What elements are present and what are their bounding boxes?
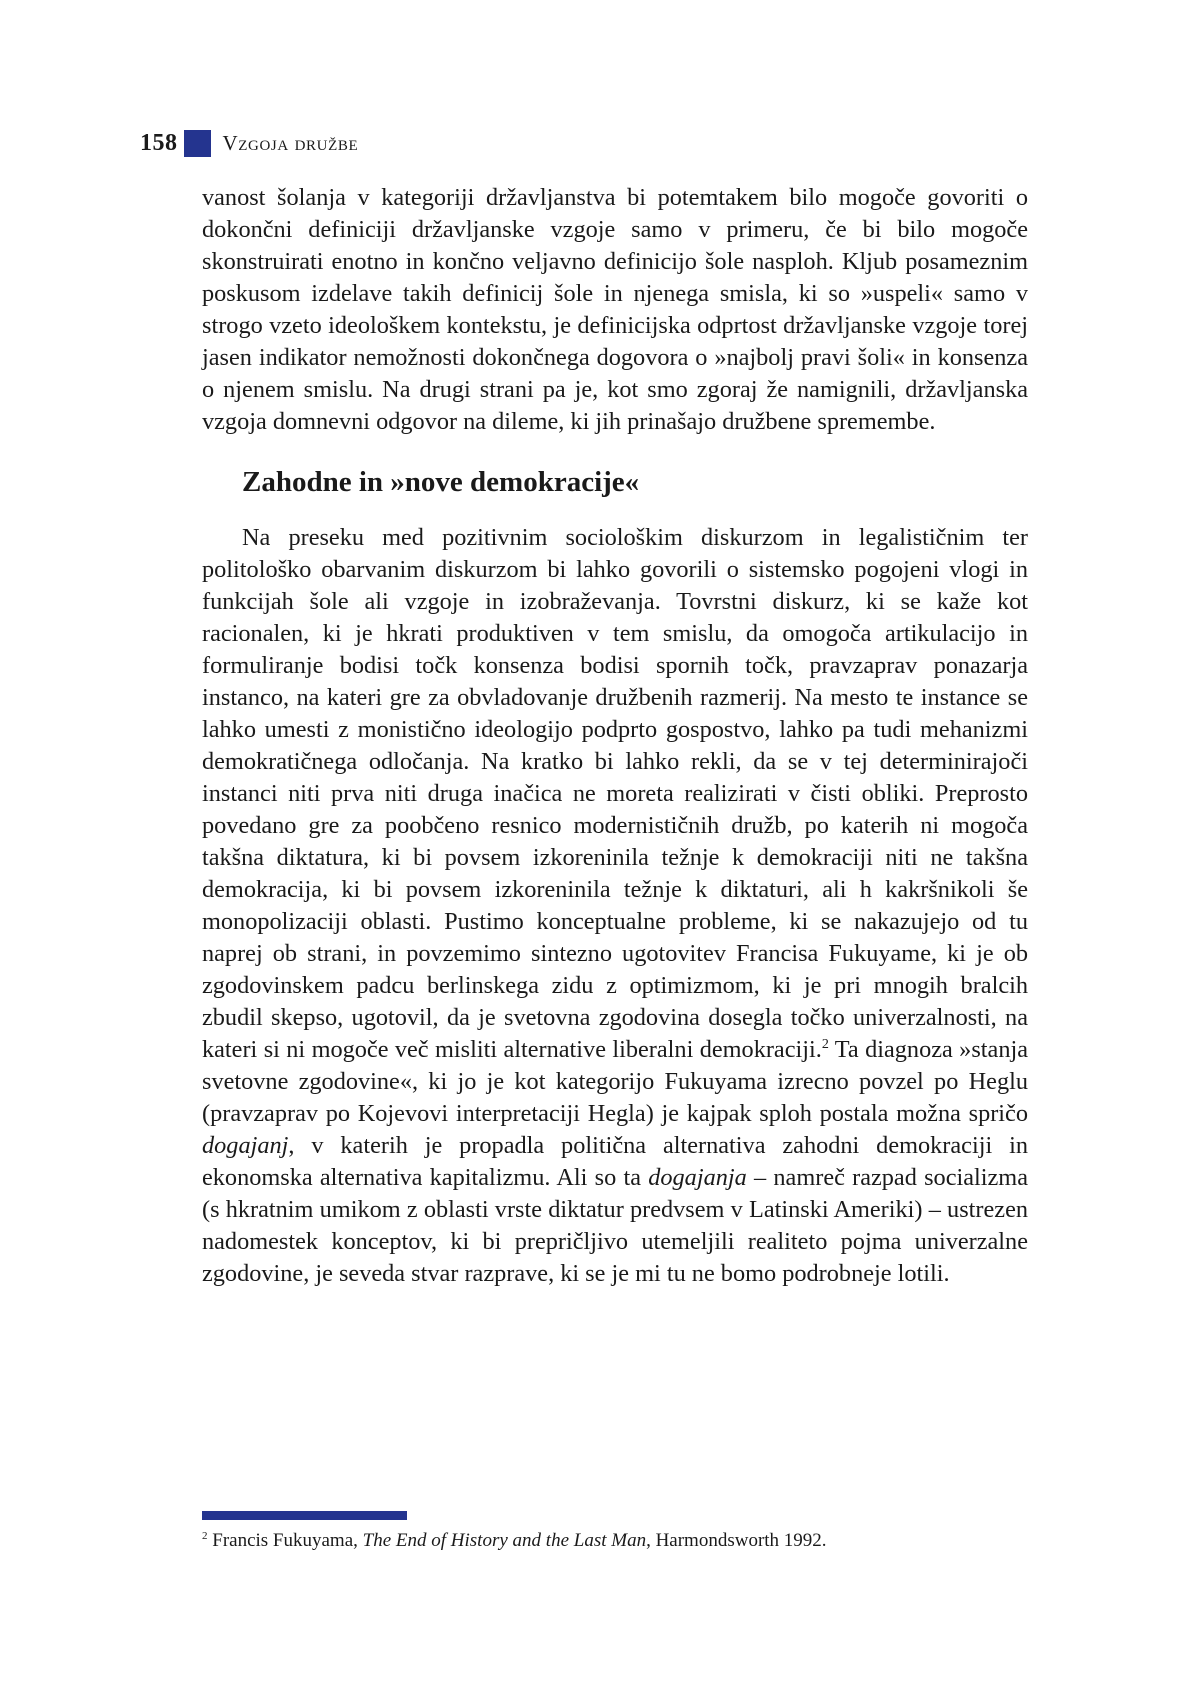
paragraph-continued: vanost šolanja v kategoriji državljanstva bi potemtakem bilo mogoče govoriti o dokončni definiciji državljanske vzgoje samo v primeru, če bi bilo mogoče skonstruirati enotno in končno veljavno definicijo šole nasploh. Kljub posameznim poskusom izdelave takih definicij šole in njenega smisla, ki so »uspeli« samo v strogo vzeto ideološkem kontekstu, je definicijska odprtost državljanske vzgoje torej jasen indikator nemožnosti dokončnega dogovora o »najbolj pravi šoli« in konsenza o njenem smislu. Na drugi strani pa je, kot smo zgoraj že namignili, državljanska vzgoja domnevni odgovor na dileme, ki jih prinašajo družbene spremembe.: [202, 184, 1028, 435]
italic-term: dogajanj: [202, 1132, 289, 1159]
italic-term: dogajanja: [648, 1164, 747, 1191]
header-square-marker: [184, 130, 211, 157]
paragraph-text: – namreč razpad socializma (s hkratnim umikom z oblasti vrste diktatur predvsem v Latinski Ameriki) – ustrezen nadomestek konceptov, ki bi prepričljivo utemeljili realiteto pojma univerzalne zgodovine, je seveda stvar razprave, ki se je mi tu ne bomo podrobneje lotili.: [202, 1164, 1028, 1287]
footnote-details: , Harmondsworth 1992.: [646, 1530, 827, 1551]
paragraph-main: [202, 522, 1028, 1290]
page-header: [140, 128, 358, 158]
paragraph-text: , v katerih je propadla politična alternativa zahodni demokraciji in ekonomska alternativa kapitalizmu. Ali so ta: [202, 1132, 1028, 1191]
paragraph-text: Na preseku med pozitivnim sociološkim diskurzom in legalističnim ter politološko obarvanim diskurzom bi lahko govorili o sistemsko pogojeni vlogi in funkcijah šole ali vzgoje in izobraževanja. Tovrstni diskurz, ki se kaže kot racionalen, ki je hkrati produktiven v tem smislu, da omogoča artikulacijo in formuliranje bodisi točk konsenza bodisi spornih točk, pravzaprav ponazarja instanco, na kateri gre za obvladovanje družbenih razmerij. Na mesto te instance se lahko umesti z monistično ideologijo podprto gospostvo, lahko pa tudi mehanizmi demokratičnega odločanja. Na kratko bi lahko rekli, da se v tej determinirajoči instanci niti prva niti druga inačica ne moreta realizirati v čisti obliki. Preprosto povedano gre za poobčeno resnico modernističnih družb, po katerih ni mogoča takšna diktatura, ki bi povsem izkoreninila težnje k demokraciji niti ne takšna demokracija, ki bi povsem izkoreninila težnje k diktaturi, ali h kakršnikoli še monopolizaciji oblasti. Pustimo konceptualne probleme, ki se nakazujejo od tu naprej ob strani, in povzemimo sintezno ugotovitev Francisa Fukuyame, ki je ob zgodovinskem padcu berlinskega zidu z optimizmom, ki je pri mnogih bralcih zbudil skepso, ugotovil, da je svetovna zgodovina dosegla točko univerzalnosti, na kateri si ni mogoče več misliti alternative liberalni demokraciji.: [202, 524, 1028, 1063]
running-title: Vzgoja družbe: [222, 131, 359, 155]
footnote-reference[interactable]: 2: [821, 1037, 829, 1052]
footnote-author: Francis Fukuyama,: [212, 1530, 363, 1551]
footnote-separator: [202, 1511, 407, 1520]
paragraph-text: Ta diagnoza »stanja svetovne zgodovine«, ki jo je kot kategorijo Fukuyama izrecno povzel po Heglu (pravzaprav po Kojevovi interpretaciji Hegla) je kajpak sploh postala možna spričo: [202, 1036, 1029, 1127]
section-heading: Zahodne in »nove demokracije«: [242, 466, 640, 498]
main-text: [202, 182, 1028, 1290]
footnote-book-title: The End of History and the Last Man: [362, 1530, 647, 1551]
footnote-number: 2: [202, 1530, 208, 1542]
footnote: [202, 1528, 1028, 1554]
page-number: 158: [140, 130, 178, 156]
